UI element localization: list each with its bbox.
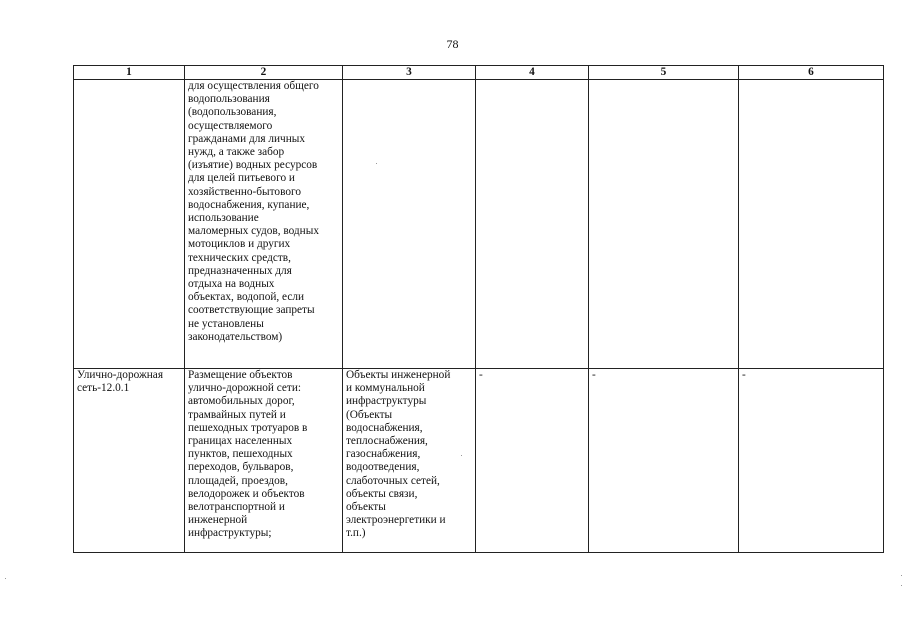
cell-description <box>185 369 343 553</box>
cell-land-use-type <box>74 80 185 369</box>
column-header-3: 3 <box>343 66 476 80</box>
cell-text-line: мотоциклов и других <box>188 238 291 251</box>
cell-text-line: электроэнергетики и <box>346 514 446 527</box>
scan-speck <box>376 163 377 164</box>
land-use-table <box>73 65 884 553</box>
cell-text-line: соответствующие запреты <box>188 304 315 317</box>
cell-text-line: хозяйственно-бытового <box>188 185 301 198</box>
table-row <box>74 80 884 369</box>
cell-text-line: пунктов, пешеходных <box>188 448 293 461</box>
column-header-4: 4 <box>476 66 589 80</box>
page-number: 78 <box>446 37 459 51</box>
cell-text-line: площадей, проездов, <box>188 474 288 487</box>
cell-text-line: технических средств, <box>188 251 291 264</box>
column-header-1: 1 <box>74 66 185 80</box>
cell-text-line: велотранспортной и <box>188 501 285 514</box>
table-header-row <box>74 66 884 80</box>
cell-text-line: предназначенных для <box>188 264 292 277</box>
cell-text-line: инженерной <box>188 514 248 527</box>
scan-speck <box>901 585 902 586</box>
cell-text-line: переходов, бульваров, <box>188 461 294 474</box>
cell-text-line: осуществляемого <box>188 119 273 132</box>
cell-text-line: границах населенных <box>188 435 293 448</box>
cell-text-line: не установлены <box>188 317 264 330</box>
cell-text-line: Размещение объектов <box>188 369 293 381</box>
cell-text-line: теплоснабжения, <box>346 435 428 448</box>
cell-text-line: сеть-12.0.1 <box>77 382 130 395</box>
cell-col6: - <box>739 369 884 553</box>
cell-text-line: автомобильных дорог, <box>188 395 295 408</box>
cell-text-line: объектах, водопой, если <box>188 291 305 304</box>
scan-speck <box>461 455 462 456</box>
cell-col4 <box>476 80 589 369</box>
cell-text-line: отдыха на водных <box>188 278 275 291</box>
cell-text-line: слаботочных сетей, <box>346 474 440 487</box>
table-row <box>74 369 884 553</box>
column-header-6: 6 <box>739 66 884 80</box>
cell-auxiliary-use <box>343 369 476 553</box>
cell-text-line: инфраструктуры; <box>188 527 272 540</box>
cell-text-line: т.п.) <box>346 527 366 540</box>
cell-text-line: законодательством) <box>188 330 283 343</box>
cell-text-line: объекты связи, <box>346 487 418 500</box>
cell-text-line: нужд, а также забор <box>188 146 285 159</box>
cell-text-line: для осуществления общего <box>188 80 319 92</box>
cell-text-line: водоснабжения, купание, <box>188 198 310 211</box>
cell-text-line: объекты <box>346 501 386 514</box>
cell-auxiliary-use <box>343 80 476 369</box>
cell-text-line: (изъятие) водных ресурсов <box>188 159 318 172</box>
cell-text-line: инфраструктуры <box>346 395 427 408</box>
cell-text-line: и коммунальной <box>346 382 425 395</box>
cell-text-line: использование <box>188 212 259 225</box>
cell-text-line: улично-дорожной сети: <box>188 382 302 395</box>
scan-speck <box>901 575 902 576</box>
cell-col6 <box>739 80 884 369</box>
cell-col4: - <box>476 369 589 553</box>
cell-text-line: гражданами для личных <box>188 132 305 145</box>
cell-text-line: Улично-дорожная <box>77 369 164 381</box>
cell-col5 <box>589 80 739 369</box>
cell-text-line: велодорожек и объектов <box>188 487 305 500</box>
column-header-5: 5 <box>589 66 739 80</box>
cell-text-line: водопользования <box>188 93 270 106</box>
cell-col5: - <box>589 369 739 553</box>
cell-description <box>185 80 343 369</box>
cell-text-line: пешеходных тротуаров в <box>188 421 308 434</box>
cell-text-line: маломерных судов, водных <box>188 225 319 238</box>
cell-text-line: (водопользования, <box>188 106 277 119</box>
cell-text-line: Объекты инженерной <box>346 369 451 381</box>
cell-text-line: (Объекты <box>346 408 393 421</box>
cell-land-use-type <box>74 369 185 553</box>
cell-text-line: трамвайных путей и <box>188 408 286 421</box>
cell-text-line: водоснабжения, <box>346 421 423 434</box>
scan-speck <box>5 578 6 579</box>
cell-text-line: для целей питьевого и <box>188 172 295 185</box>
column-header-2: 2 <box>185 66 343 80</box>
cell-text-line: газоснабжения, <box>346 448 421 461</box>
cell-text-line: водоотведения, <box>346 461 420 474</box>
